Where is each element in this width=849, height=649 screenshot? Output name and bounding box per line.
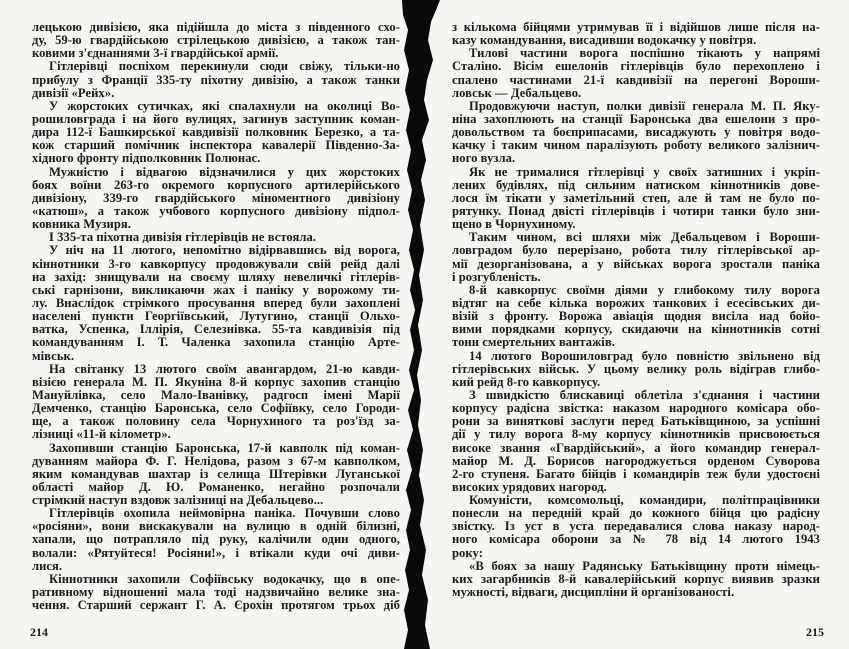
text-line: волали: «Рятуйтеся! Росіяни!», і втікали куди очі диви- <box>32 545 400 560</box>
paragraph <box>452 166 820 232</box>
text-line: року: <box>452 545 483 560</box>
text-line: на захід: знищували на своєму шляху невеличкі гітлерів- <box>32 269 400 284</box>
paragraph <box>452 389 820 494</box>
text-line: дира 112-ї Башкирської кавдивізії полковник Березко, а та- <box>32 125 400 140</box>
text-line: дуванням майора Ф. Г. Нелідова, разом з 67-м кавполком, <box>32 453 400 468</box>
text-line: ративному відношенні мала тоді надзвичайно велике зна- <box>32 585 400 600</box>
text-line: дивізіону, 339-го гвардійського міноментного дивізіону <box>32 190 400 205</box>
text-line: мівськ. <box>32 348 75 363</box>
text-line: мії дезорганізована, а у військах ворога зростали паніка <box>452 256 820 271</box>
paragraph <box>32 573 400 612</box>
paragraph <box>32 363 400 442</box>
paragraph <box>452 21 820 47</box>
paragraph <box>452 231 820 284</box>
text-line: «росіяни», вони вискакували на вулицю в одній білизні, <box>32 519 400 534</box>
page-number-right: 215 <box>806 625 824 639</box>
text-line: рошиловграда і на його вулицях, загинув заступник коман- <box>32 111 400 126</box>
paragraph <box>32 244 400 362</box>
text-line: ковника Музиря. <box>32 217 131 232</box>
text-line: У ніч на 11 лютого, непомітно відірвавшись від ворога, <box>49 243 400 258</box>
text-line: Продовжуючи наступ, полки дивізії генерала М. П. Яку- <box>469 98 820 113</box>
text-line: 14 лютого Ворошиловград було повністю звільнено від <box>469 348 820 363</box>
text-line: ські гарнізони, викликаючи жах і паніку у ворожому ти- <box>32 282 400 297</box>
text-line: Мужністю і відвагою відзначилися у цих жорстоких <box>49 164 400 179</box>
text-line: рони за виняткові заслуги перед Батьківщиною, за успішні <box>452 414 820 429</box>
text-line: чення. Старший сержант Г. А. Єрохін протягом трьох діб <box>32 598 400 613</box>
paragraph <box>32 100 400 166</box>
text-line: і розгубленість. <box>452 269 541 284</box>
text-line: боях воїни 263-го окремого корпусного артилерійського <box>32 177 400 192</box>
text-line: Кіннотники захопили Софіївську водокачку, що в опе- <box>49 571 400 586</box>
text-line: майор М. Д. Борисов нагороджується орденом Суворова <box>452 453 820 468</box>
text-line: Як не трималися гітлерівці у своїх затишних і укріп- <box>469 164 820 179</box>
text-line: довольством та боєприпасами, висаджують у повітря водо- <box>452 125 820 140</box>
paragraph <box>32 166 400 232</box>
text-line: качку і таким чином паралізують роботу великого залізнич- <box>452 138 820 153</box>
text-line: Сталіно. Вісім ешелонів гітлерівців було перехоплено і <box>452 59 820 74</box>
text-line: дії у тилу ворога 8-му корпусу кіннотників присвоюється <box>452 427 820 442</box>
text-line: прибулу з Франції 335-ту піхотну дивізію, а також танки <box>32 72 400 87</box>
paragraph <box>32 21 400 60</box>
text-line: лу. Внаслідок стрімкого просування вперед були захоплені <box>32 295 400 310</box>
text-line: вими порядками корпусу, скидаючи на кіннотників сотні <box>452 322 820 337</box>
paragraph <box>32 507 400 573</box>
text-line: корпусу радісна звістка: наказом народного комісара обо- <box>452 401 820 416</box>
left-page-text <box>32 21 400 612</box>
text-line: лецькою дивізією, яка підійшла до міста з південного схо- <box>32 20 400 34</box>
text-line: понесли на передній край до кожного бійця цю радісну <box>452 506 820 521</box>
right-page-text <box>452 21 820 599</box>
text-line: щено в Чорнухиному. <box>452 217 576 232</box>
text-line: області майор Д. Ю. Романенко, негайно розпочали <box>32 479 400 494</box>
text-line: командуванням І. Т. Чаленка захопила станцію Арте- <box>32 335 400 350</box>
text-line: візій з фронту. Ворожа авіація щодня висіла над бойо- <box>452 309 820 324</box>
text-line: ду, 59-ю гвардійською стрілецькою дивізією, а також тан- <box>32 33 400 48</box>
text-line: ного комісара оборони за № 78 від 14 лютого 1943 <box>452 532 820 547</box>
text-line: хапали, що потрапляло під руку, калічили один одного, <box>32 532 400 547</box>
text-line: високе звання «Гвардійський», а його командир генерал- <box>452 440 820 455</box>
text-line: Комуністи, комсомольці, командири, політпрацівники <box>469 493 820 508</box>
text-line: казу командування, висадивши водокачку у повітря. <box>452 33 757 48</box>
text-line: рятунку. Понад двісті гітлерівців і чотири танки було зни- <box>452 203 820 218</box>
text-line: Гітлерівці поспіхом перекинули сюди свіжу, тільки-но <box>49 59 400 74</box>
text-line: населені пункти Георгіївський, Лутугино, станції Ольхо- <box>32 309 400 324</box>
paragraph <box>452 284 820 350</box>
text-line: І 335-та піхотна дивізія гітлерівців не встояла. <box>49 230 317 245</box>
text-line: ковими з'єднаннями 3-ї гвардійської армії. <box>32 46 279 61</box>
text-line: ного вузла. <box>452 151 516 166</box>
text-line: лізниці «11-й кілометр». <box>32 427 171 442</box>
text-line: лося їм тікати у заметільний степ, але й там не було по- <box>452 190 820 205</box>
text-line: ловськ — Дебальцево. <box>452 85 582 100</box>
text-line: високих урядових нагород. <box>452 479 607 494</box>
text-line: «В боях за нашу Радянську Батьківщину проти німець- <box>469 558 820 573</box>
text-line: кий рейд 8-го кавкорпусу. <box>452 374 601 389</box>
text-line: хідного фронту підполковник Полюнас. <box>32 151 261 166</box>
paragraph <box>32 60 400 99</box>
text-line: яким командував шахтар із селища Штерівки Луганської <box>32 466 400 481</box>
text-line: Таким чином, всі шляхи між Дебальцевом і Вороши- <box>469 230 820 245</box>
text-line: візією генерала М. П. Якуніна 8-й корпус захопив станцію <box>32 374 400 389</box>
text-line: Захопивши станцію Баронська, 17-й кавполк під коман- <box>49 440 400 455</box>
text-line: «катюш», а також учбового корпусного дивізіону підпол- <box>32 203 400 218</box>
text-line: стрімкий наступ вздовж залізниці на Дебальцево... <box>32 493 324 508</box>
paragraph <box>452 560 820 599</box>
text-line: лися. <box>32 558 63 573</box>
text-line: гітлерівських військ. У цьому велику роль відіграв глибо- <box>452 361 820 376</box>
text-line: ніна захоплюють на станції Баронська два ешелони з про- <box>452 111 820 126</box>
text-line: спалено частинами 21-ї кавдивізії на перегоні Вороши- <box>452 72 820 87</box>
text-line: 8-й кавкорпус своїми діями у глибокому тилу ворога <box>469 282 820 297</box>
text-line: На світанку 13 лютого своїм авангардом, 21-ю кавди- <box>49 361 400 376</box>
text-line: 2-го ступеня. Багато бійців і командирів теж були удостоєні <box>452 466 820 481</box>
text-line: звістку. Із уст в уста передавалися слова наказу народ- <box>452 519 820 534</box>
paragraph <box>452 100 820 166</box>
text-line: дивізії «Рейх». <box>32 85 115 100</box>
page-number-left: 214 <box>30 625 48 639</box>
text-line: ловградом було перерізано, робота тилу гітлерівської ар- <box>452 243 820 258</box>
text-line: У жорстоких сутичках, які спалахнули на околиці Во- <box>49 98 400 113</box>
text-line: ще, а також половину села Чорнухиного та роз'їзд за- <box>32 414 400 429</box>
paragraph <box>452 350 820 389</box>
text-line: Демченко, станцію Баронська, село Софіївку, село Городи- <box>32 401 400 416</box>
text-line: Гітлерівців охопила неймовірна паніка. Почувши слово <box>49 506 400 521</box>
text-line: лених будівлях, під сильним натиском кіннотників дове- <box>452 177 820 192</box>
text-line: Мануйлівка, село Мало-Іванівку, радгосп імені Марії <box>32 387 400 402</box>
text-line: З швидкістю блискавиці облетіла з'єднання і частини <box>469 387 820 402</box>
text-line: з кількома бійцями утримував її і відійшов лише після на- <box>452 20 820 34</box>
text-line: кож старший помічник інспектора кавалерії Південно-За- <box>32 138 400 153</box>
text-line: тонн смертельних вантажів. <box>452 335 615 350</box>
paragraph <box>452 494 820 560</box>
text-line: ватка, Успенка, Іллірія, Селезнівка. 55-та кавдивізія під <box>32 322 400 337</box>
paragraph <box>32 442 400 508</box>
text-line: відтяг на себе кілька ворожих танкових і есесівських ди- <box>452 295 820 310</box>
text-line: Тилові частини ворога поспішно тікають у напрямі <box>469 46 820 61</box>
text-line: кіннотники 3-го кавкорпусу продовжували свій рейд далі <box>32 256 400 271</box>
text-line: ких загарбників 8-й кавалерійський корпус виявив зразки <box>452 571 820 586</box>
paragraph <box>452 47 820 100</box>
text-line: мужності, відваги, дисципліни й організованості. <box>452 585 735 600</box>
